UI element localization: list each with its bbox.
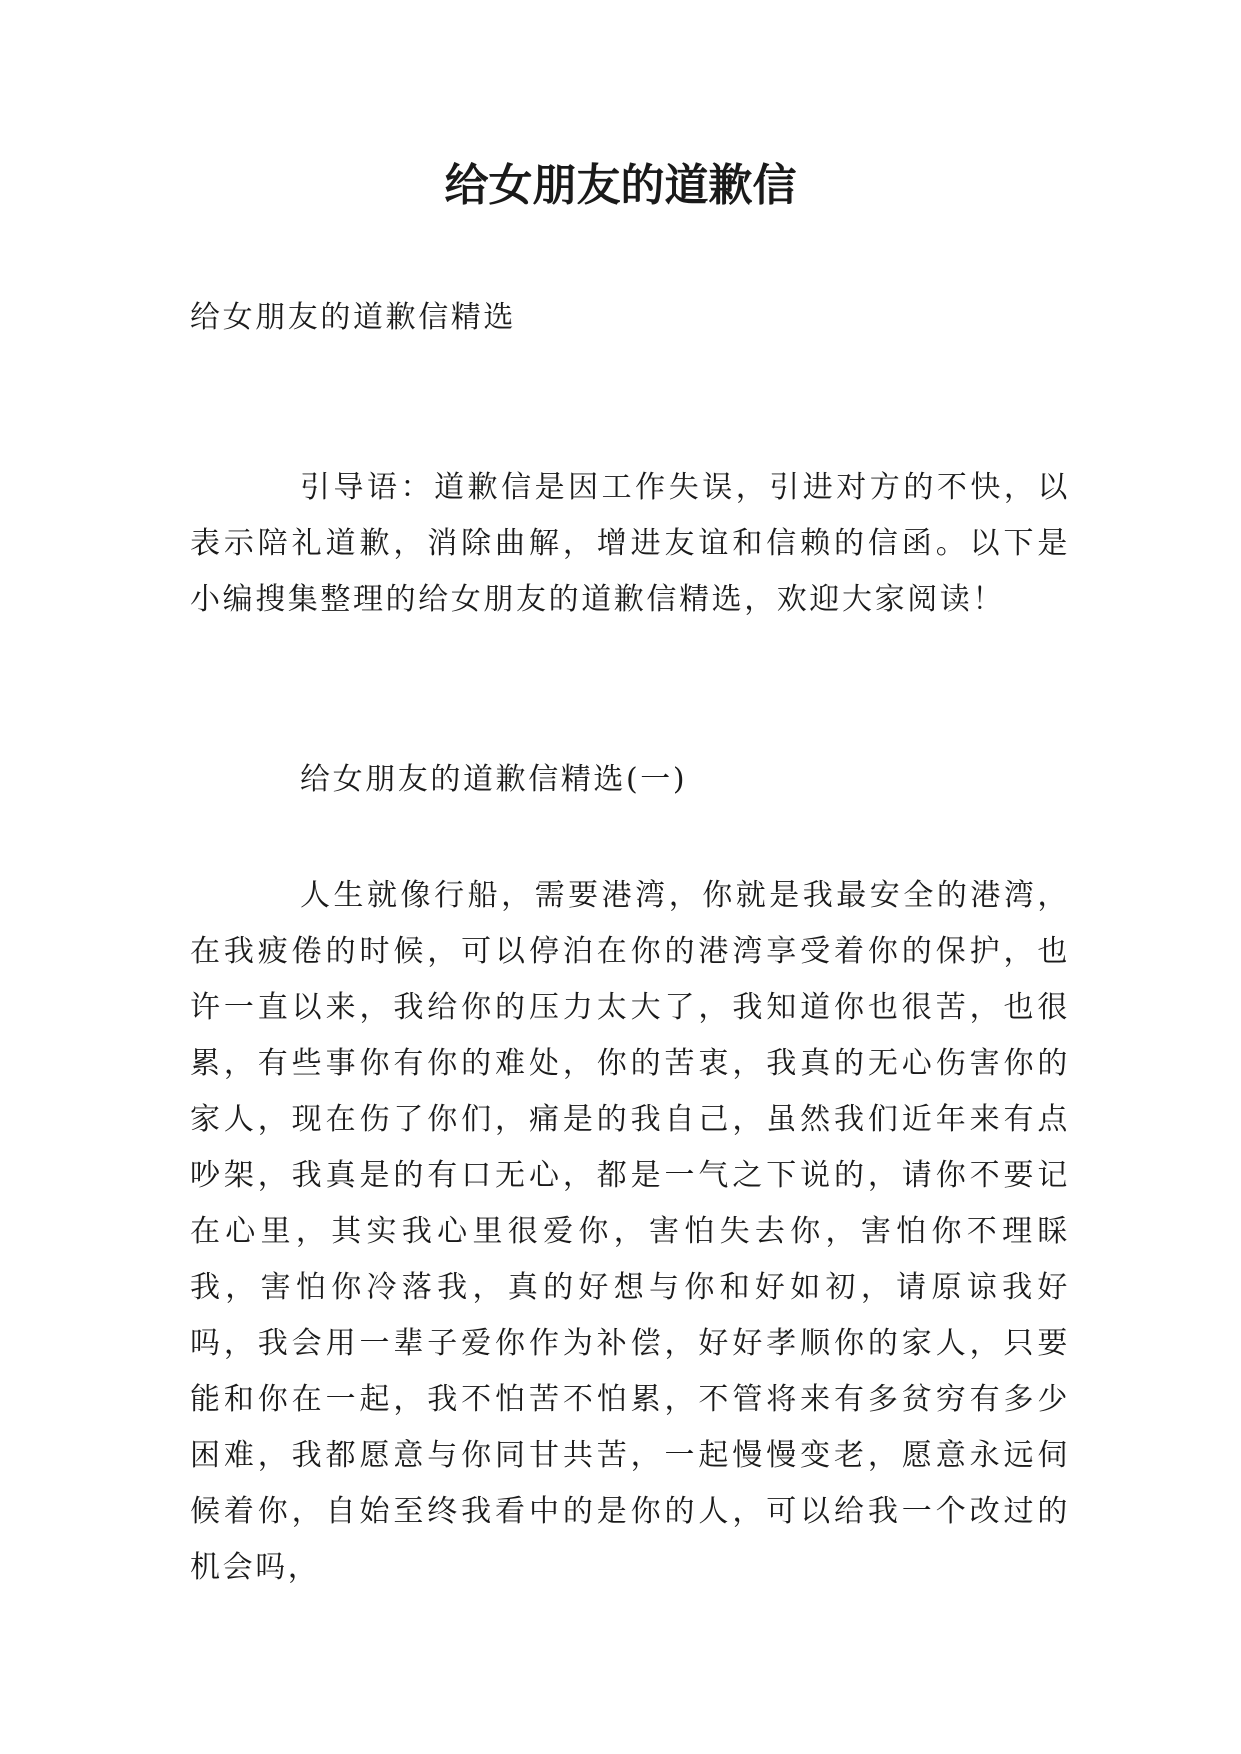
intro-paragraph: 引导语：道歉信是因工作失误，引进对方的不快，以表示陪礼道歉，消除曲解，增进友谊和信赖的信函。以下是小编搜集整理的给女朋友的道歉信精选，欢迎大家阅读！ xyxy=(190,470,1070,617)
body-paragraph: 人生就像行船，需要港湾，你就是我最安全的港湾，在我疲倦的时候，可以停泊在你的港湾享受着你的保护，也许一直以来，我给你的压力太大了，我知道你也很苦，也很累，有些事你有你的难处，你的苦衷，我真的无心伤害你的家人，现在伤了你们，痛是的我自己，虽然我们近年来有点吵架，我真是的有口无心，都是一气之下说的，请你不要记在心里，其实我心里很爱你，害怕失去你，害怕你不理睬我，害怕你冷落我，真的好想与你和好如初，请原谅我好吗，我会用一辈子爱你作为补偿，好好孝顺你的家人，只要能和你在一起，我不怕苦不怕累，不管将来有多贫穷有多少困难，我都愿意与你同甘共苦，一起慢慢变老，愿意永远伺候着你，自始至终我看中的是你的人，可以给我一个改过的机会吗， xyxy=(190,878,1070,1585)
document-subtitle: 给女朋友的道歉信精选 xyxy=(190,300,516,335)
section-heading: 给女朋友的道歉信精选(一) xyxy=(300,762,688,797)
document-title: 给女朋友的道歉信 xyxy=(444,160,797,211)
